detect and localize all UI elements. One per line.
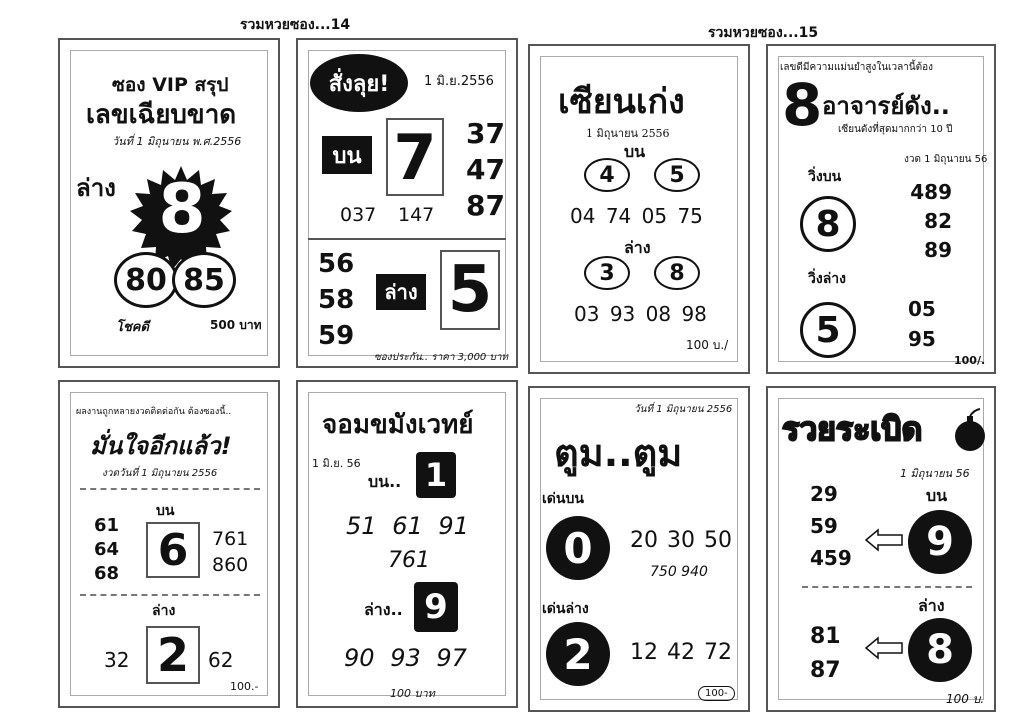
card7-upper-extra: 750 940 <box>650 564 708 580</box>
card2-footer: ซองประกัน.. ราคา 3,000 บาท <box>374 352 509 363</box>
card6-upper-num-2: 61 <box>392 512 423 540</box>
card3-price: 100 บ./ <box>686 338 729 352</box>
card1-main-digit: 8 <box>158 170 206 249</box>
card8-upper-digit: 9 <box>908 510 972 574</box>
card8-upper-list <box>810 478 852 574</box>
card3-upper-digit-2: 5 <box>654 158 700 192</box>
card3-lower-label: ล่าง <box>624 238 651 257</box>
card7-upper-label: เด่นบน <box>542 491 584 507</box>
card8-upper-num-3: 459 <box>810 546 852 570</box>
card2-upper-right-1: 37 <box>466 117 505 150</box>
card5-lower-right: 62 <box>208 648 234 672</box>
card2-upper-digit: 7 <box>386 118 444 196</box>
card8-date: 1 มิถุนายน 56 <box>900 467 970 480</box>
card7-price: 100- <box>698 686 735 701</box>
card7-lower-numbers <box>630 640 732 665</box>
card-sian-keng <box>528 44 750 374</box>
card5-upper-digit: 6 <box>146 522 200 578</box>
card3-lower-num-4: 98 <box>681 302 707 326</box>
card2-lower-left-3: 59 <box>318 321 355 351</box>
card3-upper-digit-1: 4 <box>584 158 630 192</box>
card8-upper-num-1: 29 <box>810 482 838 506</box>
arrow-left-icon <box>864 636 904 660</box>
card7-lower-digit: 2 <box>546 622 610 686</box>
card1-title-line2: เลขเฉียบขาด <box>86 100 237 130</box>
card4-subtitle: เซียนดังที่สุดมากกว่า 10 ปี <box>838 124 953 135</box>
card7-title: ตูม..ตูม <box>554 431 683 475</box>
card5-lower-digit: 2 <box>146 626 200 684</box>
card2-lower-left-2: 58 <box>318 285 355 315</box>
card1-pair-right: 85 <box>172 252 236 308</box>
card6-upper-digit: 1 <box>416 452 456 498</box>
card2-lower-left-list <box>318 246 354 354</box>
card-ajarn-dang <box>766 44 996 374</box>
card4-top-text: เลขดีมีความแม่นยำสูงในเวลานี้ต้อง <box>780 62 934 73</box>
card7-upper-num-1: 20 <box>630 528 658 553</box>
card6-title: จอมขมังเวทย์ <box>322 410 474 440</box>
card4-upper-label: วิ่งบน <box>808 169 842 185</box>
card4-price: 100/. <box>954 354 986 367</box>
card3-date: 1 มิถุนายน 2556 <box>586 127 670 140</box>
card3-upper-label: บน <box>624 142 646 161</box>
card3-upper-num-3: 05 <box>641 204 668 228</box>
card6-upper-numbers <box>346 512 469 540</box>
card8-lower-num-1: 81 <box>810 624 841 649</box>
card6-lower-digit: 9 <box>414 582 458 632</box>
card2-date: 1 มิ.ย.2556 <box>424 74 494 89</box>
card6-lower-numbers <box>344 644 467 672</box>
card8-title: รวยระเบิด <box>782 410 923 448</box>
card-toom-toom <box>528 386 750 712</box>
card5-divider-bottom <box>80 594 260 596</box>
card3-lower-digit-1: 3 <box>584 256 630 290</box>
card6-upper-num-1: 51 <box>346 512 377 540</box>
card2-brand: สั่งลุย! <box>310 54 408 112</box>
card6-lower-num-2: 93 <box>390 644 421 672</box>
card8-lower-num-2: 87 <box>810 658 841 683</box>
card6-date: 1 มิ.ย. 56 <box>312 457 361 470</box>
card7-lower-num-1: 12 <box>630 640 658 665</box>
card-jom-khamang <box>296 380 518 708</box>
card2-lower-digit: 5 <box>440 250 500 330</box>
card8-lower-digit: 8 <box>908 618 972 682</box>
card7-upper-num-3: 50 <box>704 528 732 553</box>
card2-upper-bottom-2: 147 <box>398 204 435 226</box>
card5-upper-left-3: 68 <box>94 563 120 584</box>
card2-lower-left-1: 56 <box>318 249 355 279</box>
card-vip-summary <box>58 38 280 368</box>
card6-upper-num-3: 91 <box>438 512 469 540</box>
page-header-right: รวมหวยซอง...15 <box>708 25 819 41</box>
card-sang-lui <box>296 38 518 368</box>
card5-top-text: ผลงานถูกหลายงวดติดต่อกัน ต้องซองนี้.. <box>76 407 232 417</box>
card8-upper-num-2: 59 <box>810 514 838 538</box>
card4-upper-num-3: 89 <box>924 238 952 262</box>
card1-pair-left: 80 <box>114 252 178 308</box>
card6-lower-num-3: 97 <box>436 644 467 672</box>
card8-lower-list <box>810 620 841 688</box>
card4-lower-digit: 5 <box>800 302 856 358</box>
bomb-icon <box>952 406 988 452</box>
card5-upper-right-1: 761 <box>212 528 249 550</box>
card1-footer-left: โชคดี <box>116 320 149 335</box>
card3-title: เซียนเก่ง <box>558 82 685 122</box>
card3-upper-numbers <box>570 204 703 228</box>
card5-price: 100.- <box>230 680 259 693</box>
card2-upper-bottom-1: 037 <box>340 204 377 226</box>
card5-upper-right-2: 860 <box>212 554 249 576</box>
card6-price: 100 บาท <box>390 687 435 700</box>
card4-big-digit: 8 <box>782 71 823 139</box>
card6-lower-num-1: 90 <box>344 644 375 672</box>
card4-upper-num-1: 489 <box>910 180 952 204</box>
card1-title-line1: ซอง VIP สรุป <box>112 74 229 96</box>
card8-price: 100 บ. <box>946 692 985 706</box>
card4-upper-num-2: 82 <box>924 209 952 233</box>
card-ruay-rabert <box>766 386 996 712</box>
card7-upper-digit: 0 <box>546 516 610 580</box>
card3-lower-numbers <box>574 302 707 326</box>
card5-upper-right-list <box>212 526 248 578</box>
card4-upper-digit: 8 <box>800 196 856 252</box>
card3-lower-num-3: 08 <box>645 302 672 326</box>
card2-upper-right-3: 87 <box>466 189 505 222</box>
card8-divider <box>802 586 972 588</box>
card3-upper-num-4: 75 <box>677 204 703 228</box>
card7-upper-num-2: 30 <box>667 528 695 553</box>
card5-date: งวดวันที่ 1 มิถุนายน 2556 <box>102 468 218 479</box>
card5-lower-left: 32 <box>104 648 130 672</box>
card4-lower-list <box>908 294 936 354</box>
card2-divider <box>308 238 506 240</box>
card4-date: งวด 1 มิถุนายน 56 <box>904 154 988 165</box>
card4-lower-label: วิ่งล่าง <box>808 271 846 287</box>
card7-lower-num-2: 42 <box>667 640 695 665</box>
card7-upper-numbers <box>630 528 732 553</box>
card5-lower-label: ล่าง <box>152 603 176 619</box>
card5-upper-label: บน <box>156 503 175 519</box>
page-header-left: รวมหวยซอง...14 <box>240 17 351 33</box>
card4-lower-num-2: 95 <box>908 327 936 351</box>
card6-upper-label: บน.. <box>368 472 402 491</box>
card5-divider-top <box>80 488 260 490</box>
card2-upper-label: บน <box>322 136 372 174</box>
card3-upper-num-1: 04 <box>570 204 596 228</box>
card3-lower-num-2: 93 <box>609 302 636 326</box>
card2-upper-right-2: 47 <box>466 153 505 186</box>
card1-date: วันที่ 1 มิถุนายน พ.ศ.2556 <box>112 135 242 148</box>
arrow-left-icon <box>864 528 904 552</box>
card5-upper-left-2: 64 <box>94 539 120 560</box>
card1-lower-label: ล่าง <box>76 174 116 202</box>
card8-upper-label: บน <box>926 486 948 505</box>
card2-upper-right-list <box>466 116 505 224</box>
card3-lower-digit-2: 8 <box>654 256 700 290</box>
card1-footer-right: 500 บาท <box>210 318 262 332</box>
card-manjai <box>58 380 280 708</box>
card3-lower-num-1: 03 <box>574 302 600 326</box>
card8-lower-label: ล่าง <box>918 596 945 615</box>
card3-upper-num-2: 74 <box>605 204 632 228</box>
card5-upper-left-list <box>94 514 119 586</box>
card6-upper-extra: 761 <box>388 548 430 573</box>
card5-title: มั่นใจอีกแล้ว! <box>90 432 232 460</box>
card7-date: วันที่ 1 มิถุนายน 2556 <box>634 404 733 415</box>
card2-lower-label: ล่าง <box>376 274 426 310</box>
card5-upper-left-1: 61 <box>94 515 120 536</box>
card7-lower-label: เด่นล่าง <box>542 601 589 617</box>
card6-lower-label: ล่าง.. <box>364 600 403 619</box>
card4-title: อาจารย์ดัง.. <box>822 92 950 120</box>
card7-lower-num-3: 72 <box>704 640 732 665</box>
card4-upper-list <box>900 178 952 265</box>
card4-lower-num-1: 05 <box>908 297 936 321</box>
